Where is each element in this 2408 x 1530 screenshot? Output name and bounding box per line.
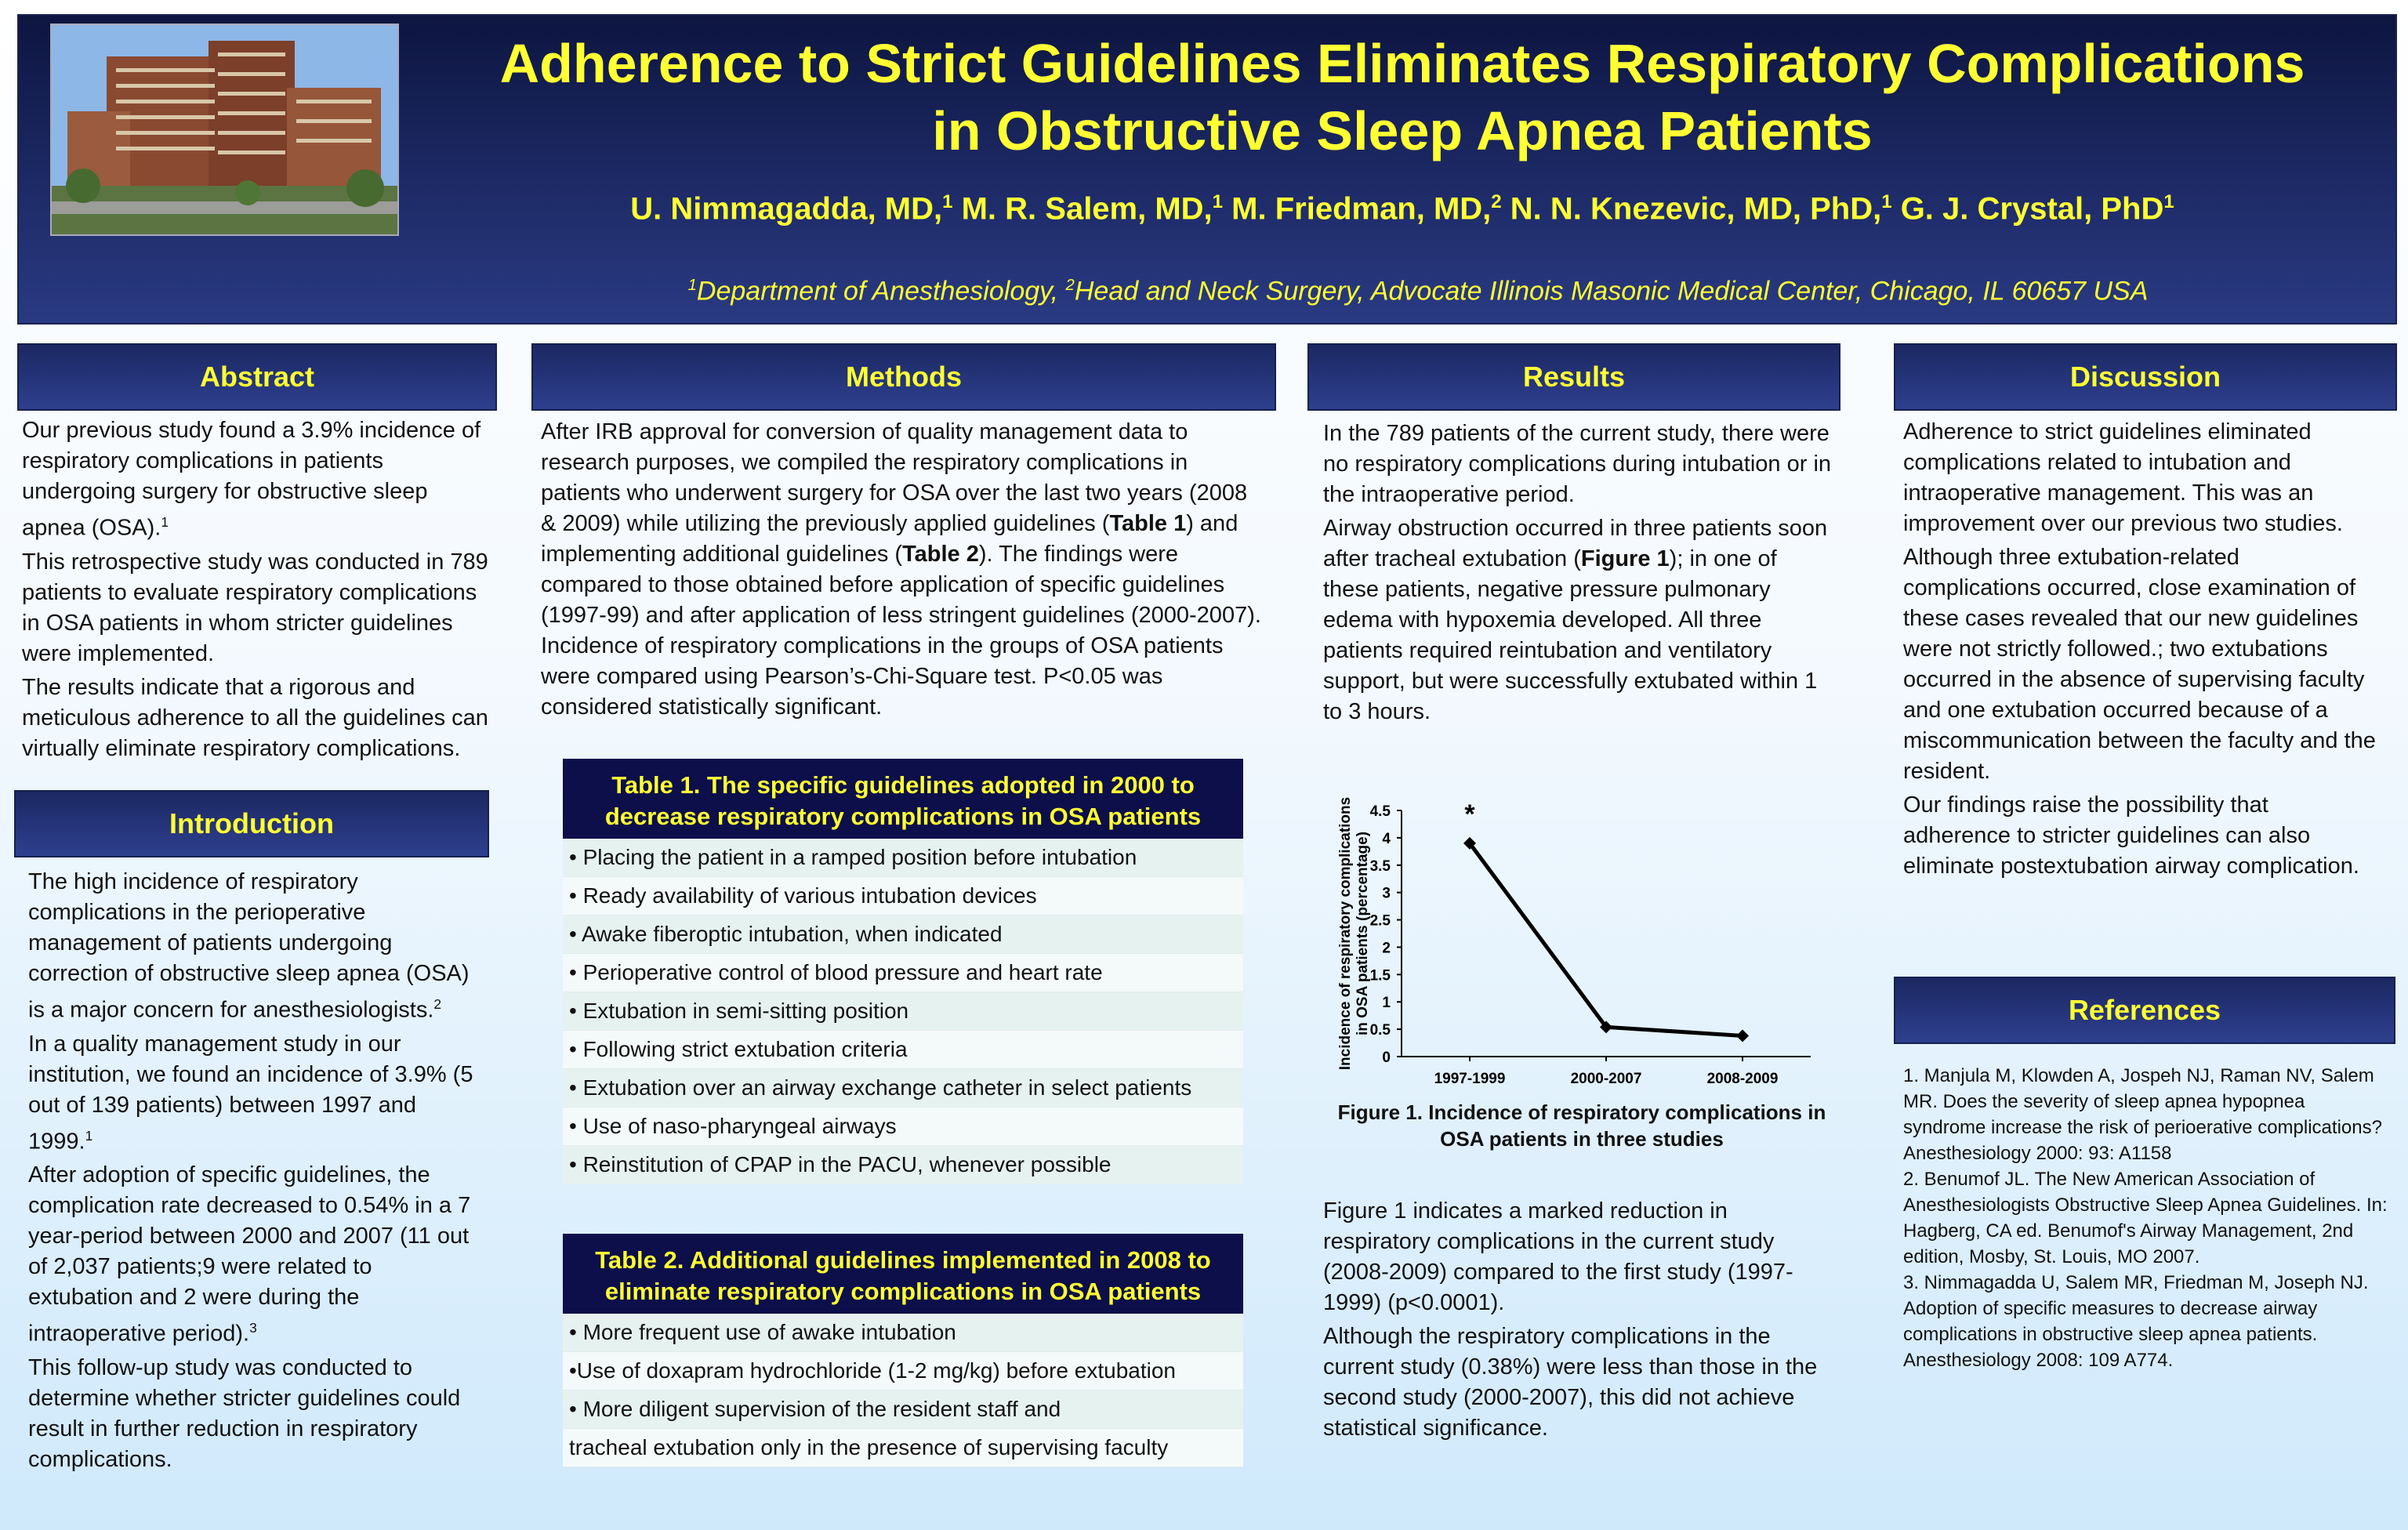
introduction-body	[28, 867, 483, 1478]
results-paragraph: Figure 1 indicates a marked reduction in respiratory complications in the current study (2008-2009) compared to the first study (1997-1999) (p<0.0001).	[1323, 1198, 1793, 1315]
x-tick-label: 1997-1999	[1434, 1071, 1506, 1087]
y-tick-label: 3.5	[1369, 857, 1391, 875]
introduction-heading: Introduction	[14, 790, 489, 857]
table-2-title: Table 2. Additional guidelines implemented in 2008 to eliminate respiratory complications in OSA patients	[563, 1234, 1243, 1314]
y-tick-label: 1	[1382, 995, 1391, 1012]
discussion-heading: Discussion	[1894, 343, 2397, 411]
methods-text: ) and implementing additional guidelines (	[541, 511, 1238, 567]
methods-heading: Methods	[531, 343, 1276, 411]
author-affil-sup: 1	[2163, 191, 2174, 212]
references-heading: References	[1894, 977, 2395, 1044]
discussion-paragraph: Our findings raise the possibility that adherence to stricter guidelines can also eliminate postextubation airway complication.	[1903, 792, 2359, 879]
table-2	[563, 1234, 1243, 1467]
author-list	[426, 182, 2378, 229]
discussion-paragraph: Adherence to strict guidelines eliminated complications related to intubation and intraoperative management. This was an improvement over our previous two studies.	[1903, 419, 2343, 536]
table-row: • Ready availability of various intubation devices	[563, 877, 1243, 915]
abstract-text: Our previous study found a 3.9% incidence of respiratory complications in patients undergoing surgery for obstructive sleep apnea (OSA).	[22, 418, 481, 541]
y-tick-label: 0	[1382, 1050, 1391, 1066]
table-1	[563, 759, 1243, 1184]
y-tick-label: 1.5	[1369, 967, 1391, 984]
intro-paragraph	[28, 1029, 483, 1158]
results-paragraph	[1323, 513, 1833, 727]
results-body-bottom	[1323, 1196, 1833, 1447]
methods-paragraph	[541, 417, 1265, 723]
citation-sup: 2	[433, 996, 442, 1012]
table-row: • Use of naso-pharyngeal airways	[563, 1108, 1243, 1146]
y-tick-label: 4.5	[1369, 803, 1391, 820]
abstract-paragraph: The results indicate that a rigorous and meticulous adherence to all the guidelines can virtually eliminate respiratory complications.	[22, 674, 488, 761]
figure-1-caption: Figure 1. Incidence of respiratory complications in OSA patients in three studies	[1337, 1100, 1826, 1151]
intro-paragraph	[28, 867, 483, 1026]
significance-asterisk: *	[1464, 799, 1475, 829]
table-row: •Use of doxapram hydrochloride (1-2 mg/kg) before extubation	[563, 1352, 1243, 1390]
intro-text: In a quality management study in our institution, we found an incidence of 3.9% (5 out of 139 patients) between 1997 and 1999.	[28, 1031, 473, 1155]
author-name: U. Nimmagadda, MD,	[630, 191, 943, 227]
abstract-paragraph	[22, 415, 492, 544]
abstract-paragraph: This retrospective study was conducted in 789 patients to evaluate respiratory complications in OSA patients in whom stricter guidelines were implemented.	[22, 549, 488, 666]
table-row: • Extubation over an airway exchange catheter in select patients	[563, 1069, 1243, 1108]
reference-item: 2. Benumof JL. The New American Association of Anesthesiologists Obstructive Sleep Apnea Guidelines. In: Hagberg, CA ed. Benumof's Airway Management, 2nd edition, Mosby, St. Louis, MO 2007.	[1903, 1169, 2388, 1267]
y-axis-label: in OSA patients (percentage)	[1354, 831, 1371, 1036]
affiliations	[458, 268, 2378, 308]
poster-header	[17, 14, 2397, 324]
table-row: • Awake fiberoptic intubation, when indicated	[563, 915, 1243, 954]
title-line-1: Adherence to Strict Guidelines Eliminates Respiratory Complications	[499, 33, 2305, 94]
reference-item: 1. Manjula M, Klowden A, Jospeh NJ, Raman NV, Salem MR. Does the severity of sleep apnea hypopnea syndrome increase the risk of perioerative complications? Anesthesiology 2000: 93: A1158	[1903, 1065, 2382, 1164]
figure-1-chart	[1333, 781, 1834, 1094]
series-line	[1470, 843, 1743, 1036]
affil-text: Department of Anesthesiology,	[696, 276, 1066, 306]
table-row: • Perioperative control of blood pressure and heart rate	[563, 954, 1243, 992]
author-affil-sup: 1	[1212, 191, 1224, 212]
hospital-building-photo	[50, 24, 399, 236]
author-affil-sup: 2	[1491, 191, 1502, 212]
table1-ref: Table 1	[1109, 511, 1187, 536]
y-tick-label: 0.5	[1369, 1022, 1391, 1039]
reference-item: 3. Nimmagadda U, Salem MR, Friedman M, Joseph NJ. Adoption of specific measures to decrease airway complications in obstructive sleep apnea patients. Anesthesiology 2008: 109 A774.	[1903, 1272, 2369, 1371]
poster-title	[426, 30, 2378, 165]
abstract-heading: Abstract	[17, 343, 497, 411]
results-text: ); in one of these patients, negative pressure pulmonary edema with hypoxemia developed. All three patients required reintubation and ventilatory support, but were successfully extubated within 1 to 3 hours.	[1323, 546, 1818, 724]
y-tick-label: 2.5	[1369, 912, 1391, 930]
author-name: G. J. Crystal, PhD	[1900, 191, 2164, 227]
author-affil-sup: 1	[1881, 191, 1892, 212]
abstract-body	[22, 415, 492, 767]
author-affil-sup: 1	[942, 191, 953, 212]
discussion-paragraph: Although three extubation-related complications occurred, close examination of these cases revealed that our new guidelines were not strictly followed.; two extubations occurred in the absence of supervising faculty and one extubation occurred because of a miscommunication between the faculty and the resident.	[1903, 545, 2376, 784]
table-row: • More frequent use of awake intubation	[563, 1314, 1243, 1352]
results-text: Airway obstruction occurred in three patients soon after tracheal extubation (	[1323, 516, 1828, 571]
x-tick-label: 2000-2007	[1570, 1071, 1642, 1087]
citation-sup: 3	[249, 1320, 257, 1336]
y-axis-label: Incidence of respiratory complications	[1337, 796, 1354, 1071]
title-line-2: in Obstructive Sleep Apnea Patients	[932, 100, 1873, 161]
results-body-top	[1323, 419, 1833, 731]
table2-ref: Table 2	[902, 542, 979, 567]
methods-text: ). The findings were compared to those obtained before application of specific guidelines (1997-99) and after application of less stringent guidelines (2000-2007). Incidence of respiratory complications in the groups of OSA patients were compared using Pearson’s-Chi-Square test. P<0.05 was considered statistically significant.	[541, 542, 1261, 720]
table-row: • More diligent supervision of the resident staff and	[563, 1390, 1243, 1429]
references-list	[1903, 1063, 2389, 1373]
intro-paragraph: This follow-up study was conducted to determine whether stricter guidelines could result in further reduction in respiratory complications.	[28, 1354, 461, 1472]
author-name: N. N. Knezevic, MD, PhD,	[1510, 191, 1882, 227]
discussion-body	[1903, 417, 2381, 885]
data-point-marker	[1736, 1029, 1749, 1042]
citation-sup: 1	[161, 514, 169, 530]
affil-sup: 2	[1065, 277, 1075, 294]
methods-body	[541, 417, 1265, 726]
table-row: • Following strict extubation criteria	[563, 1031, 1243, 1069]
chart-layer	[1337, 797, 1811, 1087]
citation-sup: 1	[85, 1127, 93, 1144]
results-paragraph: In the 789 patients of the current study, there were no respiratory complications during intubation or in the intraoperative period.	[1323, 421, 1832, 507]
figure1-ref: Figure 1	[1580, 546, 1670, 571]
intro-text: The high incidence of respiratory complications in the perioperative management of patients undergoing correction of obstructive sleep apnea (OSA) is a major concern for anesthesiologists.	[28, 869, 470, 1023]
table-1-title: Table 1. The specific guidelines adopted in 2000 to decrease respiratory complications in OSA patients	[563, 759, 1243, 839]
x-tick-label: 2008-2009	[1706, 1071, 1779, 1087]
results-heading: Results	[1307, 343, 1840, 411]
affil-text: Head and Neck Surgery, Advocate Illinois Masonic Medical Center, Chicago, IL 60657 USA	[1074, 276, 2149, 306]
intro-paragraph	[28, 1160, 483, 1350]
author-name: M. R. Salem, MD,	[961, 191, 1213, 227]
affil-sup: 1	[687, 277, 697, 294]
author-name: M. Friedman, MD,	[1231, 191, 1492, 227]
table-row: tracheal extubation only in the presence of supervising faculty	[563, 1429, 1243, 1467]
hospital-building-icon	[52, 25, 397, 234]
y-tick-label: 2	[1382, 940, 1391, 957]
table-row: • Placing the patient in a ramped position before intubation	[563, 839, 1243, 877]
results-paragraph: Although the respiratory complications in the current study (0.38%) were less than those in the second study (2000-2007), this did not achieve statistical significance.	[1323, 1324, 1818, 1441]
methods-text: After IRB approval for conversion of quality management data to research purposes, we compiled the respiratory complications in patients who underwent surgery for OSA over the last two years (2008 & 2009) while utilizing the previously applied guidelines (	[541, 419, 1248, 536]
intro-text: After adoption of specific guidelines, the complication rate decreased to 0.54% in a 7 year-period between 2000 and 2007 (11 out of 2,037 patients;9 were related to extubation and 2 were during the intraoperative period).	[28, 1162, 471, 1347]
table-row: • Reinstitution of CPAP in the PACU, whenever possible	[563, 1146, 1243, 1184]
y-tick-label: 3	[1382, 885, 1391, 902]
y-tick-label: 4	[1382, 830, 1391, 847]
table-row: • Extubation in semi-sitting position	[563, 992, 1243, 1031]
